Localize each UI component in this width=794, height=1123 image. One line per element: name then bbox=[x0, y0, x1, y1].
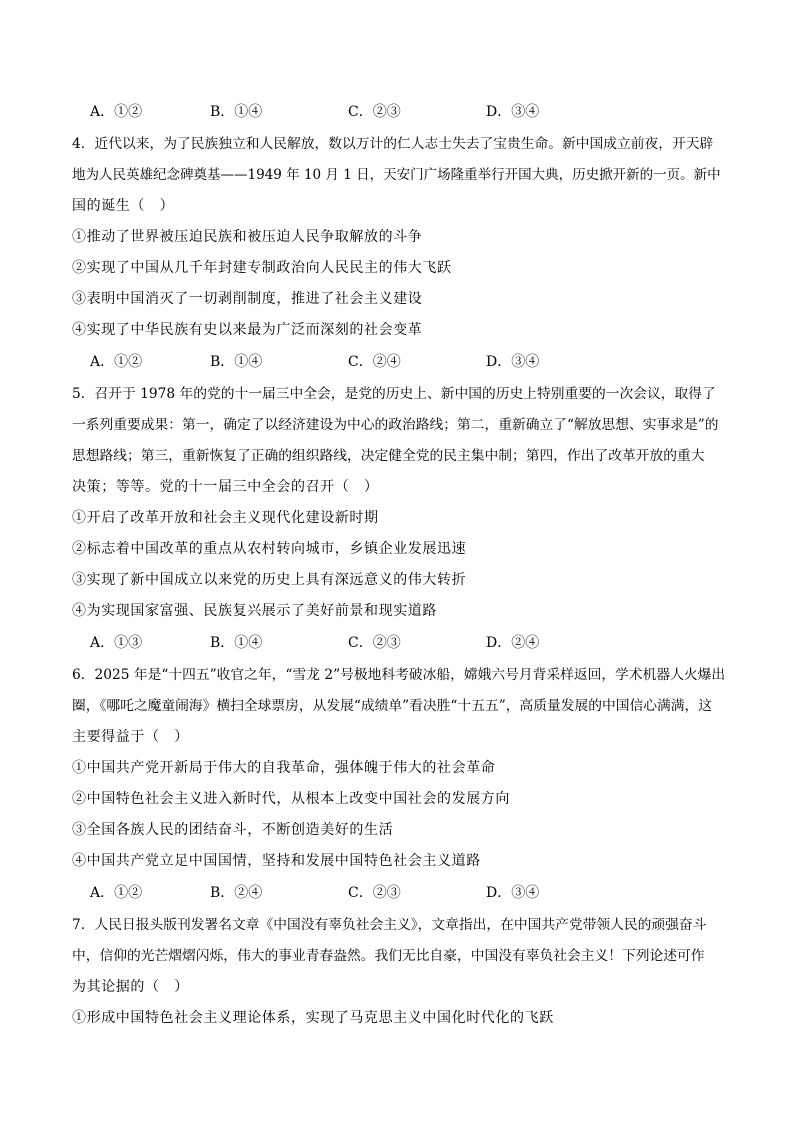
q7-stem-line: 中，信仰的光芒熠熠闪烁，伟大的事业青春盎然。我们无比自豪，中国没有辜负社会主义！下列论述可作 bbox=[72, 948, 705, 964]
q3-option-a[interactable]: A．①② bbox=[90, 104, 143, 120]
q5-option-a[interactable]: A．①③ bbox=[90, 635, 143, 651]
q7-stem-line: 为其论据的（ ） bbox=[72, 979, 189, 995]
q4-options bbox=[90, 352, 710, 372]
q6-statement: ①中国共产党开新局于伟大的自我革命，强体魄于伟大的社会革命 bbox=[72, 760, 496, 776]
q6-stem-line: 6．2025 年是“十四五”收官之年，“雪龙 2”号极地科考破冰船，嫦娥六号月背采样返回，学术机器人火爆出 bbox=[72, 667, 726, 683]
q5-options bbox=[90, 633, 710, 653]
q5-statement: ④为实现国家富强、民族复兴展示了美好前景和现实道路 bbox=[72, 603, 437, 619]
q4-option-c[interactable]: C．②④ bbox=[348, 354, 401, 370]
q6-statement: ③全国各族人民的团结奋斗，不断创造美好的生活 bbox=[72, 822, 394, 838]
q3-options bbox=[90, 102, 710, 122]
q5-option-d[interactable]: D．②④ bbox=[486, 635, 540, 651]
q5-stem-line: 5．召开于 1978 年的党的十一届三中全会，是党的历史上、新中国的历史上特别重要的一次会议，取得了 bbox=[72, 386, 716, 402]
q6-statement: ②中国特色社会主义进入新时代，从根本上改变中国社会的发展方向 bbox=[72, 791, 510, 807]
q5-stem-line: 一系列重要成果：第一，确定了以经济建设为中心的政治路线；第二，重新确立了“解放思想、实事求是”的 bbox=[72, 417, 719, 433]
q4-stem-line: 4．近代以来，为了民族独立和人民解放，数以万计的仁人志士失去了宝贵生命。新中国成立前夜，开天辟 bbox=[72, 136, 714, 152]
q4-statement: ②实现了中国从几千年封建专制政治向人民民主的伟大飞跃 bbox=[72, 260, 452, 276]
q5-statement: ②标志着中国改革的重点从农村转向城市，乡镇企业发展迅速 bbox=[72, 541, 467, 557]
q4-statement: ③表明中国消灭了一切剥削制度，推进了社会主义建设 bbox=[72, 291, 423, 307]
q4-statement: ①推动了世界被压迫民族和被压迫人民争取解放的斗争 bbox=[72, 229, 423, 245]
q4-option-d[interactable]: D．③④ bbox=[486, 354, 540, 370]
q3-option-b[interactable]: B．①④ bbox=[210, 104, 263, 120]
q4-stem-line: 国的诞生（ ） bbox=[72, 198, 175, 214]
q5-stem-line: 决策；等等。党的十一届三中全会的召开（ ） bbox=[72, 479, 379, 495]
q6-stem-line: 主要得益于（ ） bbox=[72, 729, 189, 745]
q4-statement: ④实现了中华民族有史以来最为广泛而深刻的社会变革 bbox=[72, 322, 423, 338]
q6-statement: ④中国共产党立足中国国情，坚持和发展中国特色社会主义道路 bbox=[72, 853, 481, 869]
q4-stem-line: 地为人民英雄纪念碑奠基——1949 年 10 月 1 日，天安门广场隆重举行开国大典，历史掀开新的一页。新中 bbox=[72, 167, 721, 183]
q5-option-c[interactable]: C．②③ bbox=[348, 635, 401, 651]
q6-options bbox=[90, 883, 710, 903]
q5-stem-line: 思想路线；第三，重新恢复了正确的组织路线，决定健全党的民主集中制；第四，作出了改革开放的重大 bbox=[72, 448, 705, 464]
q7-statement: ①形成中国特色社会主义理论体系，实现了马克思主义中国化时代化的飞跃 bbox=[72, 1010, 554, 1026]
q5-statement: ③实现了新中国成立以来党的历史上具有深远意义的伟大转折 bbox=[72, 572, 467, 588]
q3-option-d[interactable]: D．③④ bbox=[486, 104, 540, 120]
q5-statement: ①开启了改革开放和社会主义现代化建设新时期 bbox=[72, 510, 379, 526]
q6-option-c[interactable]: C．②③ bbox=[348, 885, 401, 901]
q6-option-a[interactable]: A．①② bbox=[90, 885, 143, 901]
q6-option-d[interactable]: D．③④ bbox=[486, 885, 540, 901]
q7-stem-line: 7．人民日报头版刊发署名文章《中国没有辜负社会主义》，文章指出，在中国共产党带领人民的顽强奋斗 bbox=[72, 917, 707, 933]
q3-option-c[interactable]: C．②③ bbox=[348, 104, 401, 120]
q4-option-a[interactable]: A．①② bbox=[90, 354, 143, 370]
q6-stem-line: 圈，《哪吒之魔童闹海》横扫全球票房，从发展“成绩单”看决胜“十五五”，高质量发展的中国信心满满，这 bbox=[72, 698, 712, 714]
q5-option-b[interactable]: B．①④ bbox=[210, 635, 263, 651]
q6-option-b[interactable]: B．②④ bbox=[210, 885, 263, 901]
q4-option-b[interactable]: B．①④ bbox=[210, 354, 263, 370]
